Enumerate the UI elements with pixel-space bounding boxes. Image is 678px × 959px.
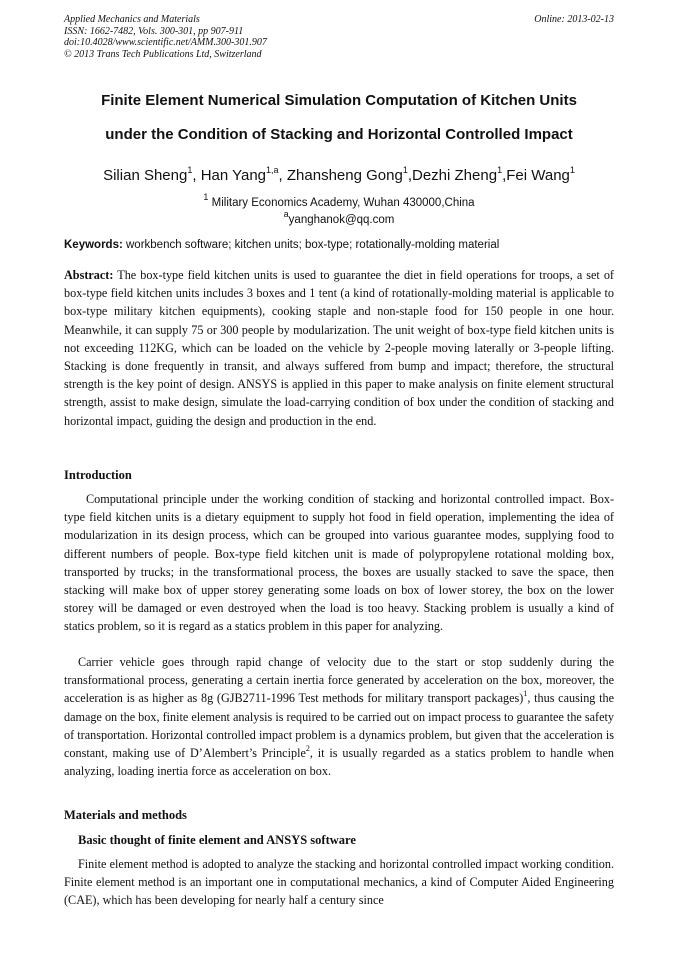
paragraph-text: , thus causing the damage on the box, finite element analysis is required to be carried out on impact process to guarantee the safety of transportation. Horizontal controlled impact problem is a dynamics problem, but given that the acceleration is constant, making use of D’Alembert’s Principle (64, 691, 614, 761)
online-date: Online: 2013-02-13 (534, 14, 614, 25)
author-name: Dezhi Zheng (412, 167, 498, 184)
citation-mark: 2 (305, 743, 310, 753)
author-affiliation-mark: 1 (187, 165, 193, 175)
citation-mark: 1 (523, 689, 528, 699)
abstract (64, 266, 614, 430)
introduction-heading: Introduction (64, 468, 132, 482)
email-text: yanghanok@qq.com (288, 214, 395, 226)
materials-subheading: Basic thought of finite element and ANSYS software (78, 833, 356, 847)
introduction-paragraph-2 (64, 653, 614, 780)
paragraph-text: , it is usually regarded as a statics problem to handle when analyzing, loading inertia force as acceleration on box. (64, 746, 614, 779)
affiliation (40, 192, 638, 210)
affiliation-mark: 1 (203, 192, 209, 203)
email-mark: a (283, 209, 289, 220)
keywords-text: workbench software; kitchen units; box-type; rotationally-molding material (126, 239, 500, 251)
author-list: Silian Sheng$^1$, Han Yang$^{1,a}$, Zhansheng Gong$^1$,Dezhi Zheng$^1$,Fei Wang$^1$ (103, 165, 575, 184)
materials-heading: Materials and methods (64, 808, 187, 822)
author-affiliation-mark: 1 (569, 165, 575, 175)
keywords (64, 238, 616, 252)
author-affiliation-mark: 1 (497, 165, 503, 175)
abstract-text: The box-type field kitchen units is used to guarantee the diet in field operations for troops, a set of box-type field kitchen units includes 3 boxes and 1 tent (a kind of rotationally-molding material is applicable to box-type military kitchen equipments), cooking staple and non-staple food for 150 people in one hour. Meanwhile, it can supply 75 or 300 people by modularization. The unit weight of box-type field kitchen units is not exceeding 112KG, which can be loaded on the vehicle by 2-people moving laterally or 3-people lifting. Stacking is done frequently in transit, and always suffered from bump and impact; therefore, the structural strength is the key point of design. ANSYS is applied in this paper to make analysis on finite element structural strength, assist to make design, simulate the load-carrying condition of box under the condition of stacking and horizontal impact, guiding the design and production in the end. (64, 268, 614, 428)
author-name: Fei Wang (506, 167, 570, 184)
materials-paragraph-1: Finite element method is adopted to analyze the stacking and horizontal controlled impact working condition. Finite element method is an important one in computational mechanics, a kind of Computer Aided Engineering (CAE), which has been developing for nearly half a century since (64, 857, 614, 908)
paragraph-text: Carrier vehicle goes through rapid change of velocity due to the start or stop suddenly during the transformational process, generating a certain inertia force generated by acceleration on the box, moreover, the acceleration is as higher as 8g (GJB2711-1996 Test methods for military transport packages) (64, 655, 614, 706)
doi-line: doi:10.4028/www.scientific.net/AMM.300-301.907 (64, 37, 267, 48)
paper-title-line-2: under the Condition of Stacking and Horizontal Controlled Impact (105, 126, 573, 143)
introduction-paragraph-1: Computational principle under the working condition of stacking and horizontal controlled impact. Box-type field kitchen units is a dietary equipment to supply hot food in field operation, implementing the idea of modularization in its design process, which can be grouped into various guarantee modes, supplying food to different numbers of people. Box-type field kitchen unit is made of polypropylene rotational molding box, transported by trucks; in the transformational process, the boxes are usually stacked to save the space, then stacking will make box of upper storey generating some loads on box of lower storey, the box on the lower storey will be damaged or even destroyed when the load is too heavy. Stacking problem is usually a kind of statics problem, so it is regard as a statics problem in this paper for analyzing. (64, 492, 614, 634)
author-name: Han Yang (200, 167, 267, 184)
author-name: Silian Sheng (103, 167, 188, 184)
keywords-label: Keywords: (64, 239, 123, 251)
issn-line: ISSN: 1662-7482, Vols. 300-301, pp 907-911 (64, 25, 244, 37)
author-affiliation-mark: 1 (402, 165, 408, 175)
paper-title-line-1: Finite Element Numerical Simulation Computation of Kitchen Units (101, 92, 577, 109)
affiliation-text: Military Economics Academy, Wuhan 430000,China (211, 197, 475, 209)
author-affiliation-mark: 1,a (266, 165, 279, 175)
journal-header (64, 14, 614, 60)
abstract-label: Abstract: (64, 268, 114, 282)
author-name: Zhansheng Gong (286, 167, 403, 184)
copyright-line: © 2013 Trans Tech Publications Ltd, Switzerland (64, 48, 262, 60)
author-email (40, 209, 638, 227)
journal-name: Applied Mechanics and Materials (64, 14, 200, 25)
